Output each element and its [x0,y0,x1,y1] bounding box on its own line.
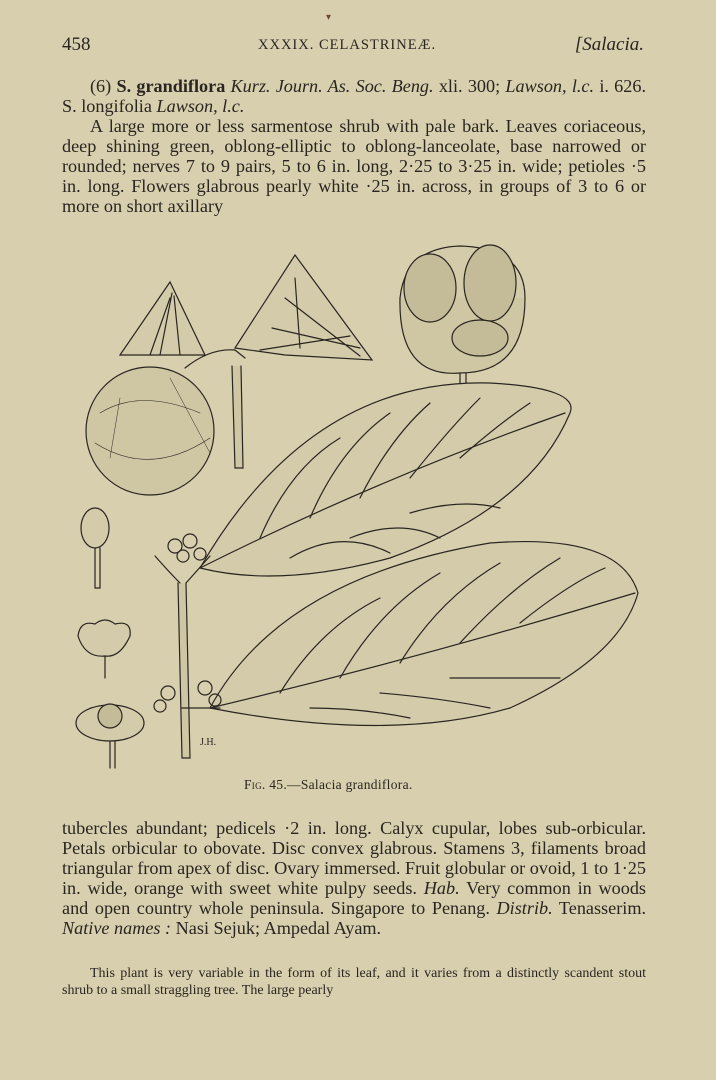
distribution-label: Distrib. [496,898,553,918]
flower-detail-drawings [76,508,144,768]
note-text: This plant is very variable in the form of its leaf, and it varies from a distinctly scandent stout shrub to a small straggling tree. The large pearly [62,966,646,998]
native-names-label: Native names : [62,918,172,938]
synonym: S. longifolia [62,96,152,116]
distribution-text: Tenasserim. [558,898,647,918]
illustrator-initials: J.H. [200,737,217,748]
description-paragraph-2 [62,818,646,938]
description-paragraph-1: A large more or less sarmentose shrub with pale bark. Leaves coriaceous, deep shining green, oblong-elliptic to oblong-lanceolate, base narrowed or rounded; nerves 7 to 9 pairs, 5 to 6 in. long, 2·25 to 3·25 in. wide; petioles ·5 in. long. Flowers glabrous pearly white ·25 in. across, in groups of 3 to 6 or more on short axillary [62,116,646,216]
citation-ref: xli. 300; [438,76,501,96]
description-text: tubercles abundant; pedicels ·2 in. long. Calyx cupular, lobes sub-orbicular. Petals orbicular to obovate. Disc convex glabrous. Stamens 3, filaments broad triangular from apex of disc. Ovary immersed. Fruit globular or ovoid, 1 to 1·25 in. wide, orange with sweet white pulpy seeds. [62,818,646,898]
habitat-text: Very common in woods and open country whole peninsula. Singapore to Penang. [62,878,647,918]
species-name: S. grandiflora [116,76,226,96]
page-number: 458 [62,34,91,55]
species-number: (6) [90,76,112,96]
citation-author: Lawson, [505,76,567,96]
footnote [62,965,646,999]
loc-cit: l.c. [571,76,595,96]
genus-heading: [Salacia. [574,34,644,55]
habitat-label: Hab. [423,878,460,898]
species-heading [62,76,646,116]
citation: Kurz. Journ. As. Soc. Beng. [230,76,434,96]
figure-caption [244,777,413,793]
species-entry-top [62,76,646,216]
chapter-title: XXXIX. CELASTRINEÆ. [258,37,437,53]
running-head [62,34,644,58]
figure-label: Fig. 45. [244,777,288,792]
botanical-illustration [60,238,660,778]
printer-mark: ▾ [326,12,332,23]
native-names-text: Nasi Sejuk; Ampedal Ayam. [175,918,382,938]
species-entry-bottom [62,818,646,938]
citation-ref-2: i. 626. [599,76,646,96]
synonym-author: Lawson, l.c. [156,96,245,116]
figure-title: —Salacia grandiflora. [287,777,413,792]
